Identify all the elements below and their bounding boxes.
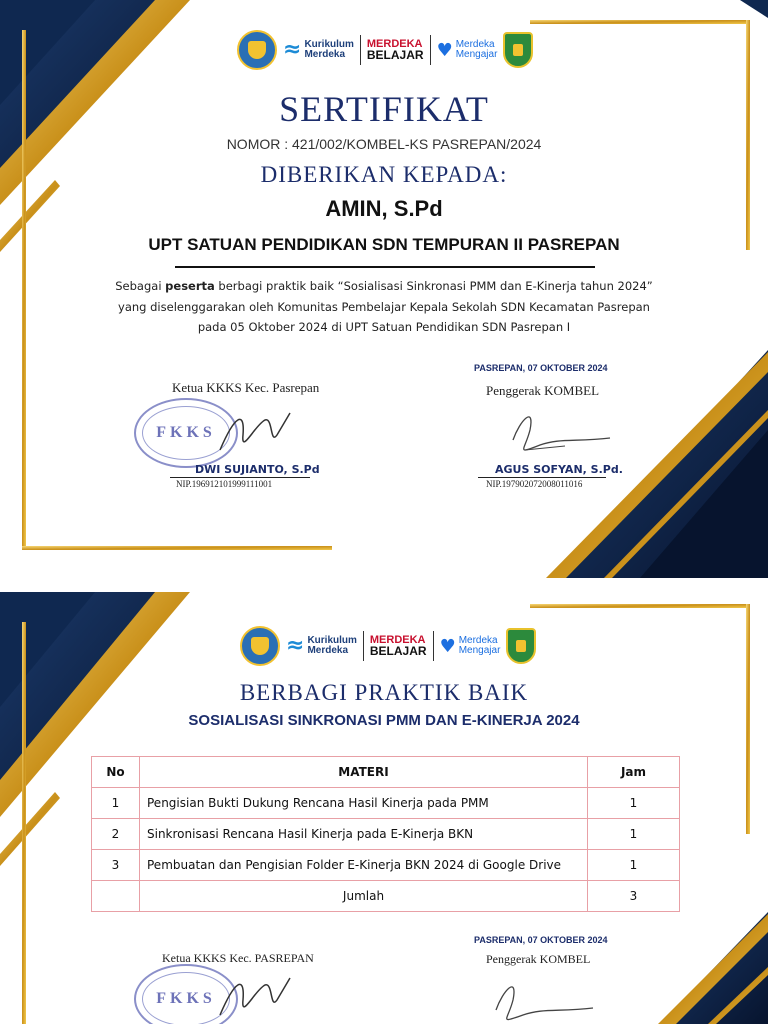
row-materi: Pengisian Bukti Dukung Rencana Hasil Kinerja pada PMM: [140, 788, 588, 819]
merdeka-belajar-logo: MERDEKA BELAJAR: [369, 634, 427, 658]
fkks-stamp: FKKS: [134, 964, 238, 1024]
divider: [175, 266, 595, 268]
regional-emblem-logo: [506, 628, 536, 664]
tut-wuri-logo: [240, 626, 280, 666]
left-signer-name: DWI SUJIANTO, S.Pd: [195, 463, 320, 476]
row-jam: 1: [588, 850, 680, 881]
right-signer-nip: NIP.197902072008011016: [486, 479, 583, 489]
left-signature: [215, 405, 295, 465]
header-materi: MATERI: [140, 757, 588, 788]
row-no: 1: [92, 788, 140, 819]
row-jam: 1: [588, 788, 680, 819]
logo-bar: [240, 626, 536, 666]
certificate-date: PASREPAN, 07 OKTOBER 2024: [474, 363, 608, 373]
kurikulum-merdeka-logo: ≈ Kurikulum Merdeka: [283, 37, 354, 62]
table-total-row: [92, 881, 680, 912]
material-date: PASREPAN, 07 OKTOBER 2024: [474, 935, 608, 945]
tut-wuri-logo: [237, 30, 277, 70]
left-signature: [215, 970, 295, 1024]
fkks-stamp: FKKS: [134, 398, 238, 468]
row-materi: Pembuatan dan Pengisian Folder E-Kinerja BKN 2024 di Google Drive: [140, 850, 588, 881]
regional-emblem-logo: [503, 32, 533, 68]
certificate-number: NOMOR : 421/002/KOMBEL-KS PASREPAN/2024: [226, 136, 542, 152]
kurikulum-merdeka-logo: ≈ Kurikulum Merdeka: [286, 633, 357, 658]
material-table: [91, 756, 680, 912]
right-signer-name: AGUS SOFYAN, S.Pd.: [495, 463, 623, 476]
description-line-3: pada 05 Oktober 2024 di UPT Satuan Pendidikan SDN Pasrepan I: [197, 320, 571, 334]
description-line-1: Sebagai peserta berbagi praktik baik “Sosialisasi Sinkronasi PMM dan E-Kinerja tahun 2024”: [115, 279, 653, 293]
header-jam: Jam: [588, 757, 680, 788]
total-value: 3: [588, 881, 680, 912]
table-row: [92, 850, 680, 881]
certificate-title: SERTIFIKAT: [279, 89, 489, 129]
left-signer-role: Ketua KKKS Kec. Pasrepan: [172, 380, 320, 395]
right-signature: [505, 400, 615, 460]
merdeka-mengajar-logo: ♥ Merdeka Mengajar: [439, 635, 501, 657]
table-header-row: [92, 757, 680, 788]
right-signer-role: Penggerak KOMBEL: [486, 383, 600, 398]
left-signer-nip: NIP.196912101999111001: [176, 479, 273, 489]
recipient-name: AMIN, S.Pd: [325, 196, 443, 221]
row-materi: Sinkronisasi Rencana Hasil Kinerja pada E-Kinerja BKN: [140, 819, 588, 850]
material-subtitle: SOSIALISASI SINKRONASI PMM DAN E-KINERJA 2024: [188, 712, 580, 729]
merdeka-belajar-logo: MERDEKA BELAJAR: [366, 38, 424, 62]
table-row: [92, 819, 680, 850]
left-signer-role: Ketua KKKS Kec. PASREPAN: [162, 951, 314, 965]
logo-bar: [237, 30, 533, 70]
total-label: Jumlah: [140, 881, 588, 912]
row-no: 2: [92, 819, 140, 850]
table-row: [92, 788, 680, 819]
header-no: No: [92, 757, 140, 788]
right-signer-role: Penggerak KOMBEL: [486, 952, 591, 966]
description-line-2: yang diselenggarakan oleh Komunitas Pembelajar Kepala Sekolah SDN Kecamatan Pasrepan: [118, 300, 650, 314]
right-signature: [488, 970, 598, 1024]
recipient-institution: UPT SATUAN PENDIDIKAN SDN TEMPURAN II PASREPAN: [148, 235, 620, 254]
row-jam: 1: [588, 819, 680, 850]
material-page: [0, 592, 768, 1024]
given-to-heading: DIBERIKAN KEPADA:: [260, 162, 508, 187]
material-title: BERBAGI PRAKTIK BAIK: [239, 680, 529, 705]
merdeka-mengajar-logo: ♥ Merdeka Mengajar: [436, 39, 498, 61]
row-no: 3: [92, 850, 140, 881]
